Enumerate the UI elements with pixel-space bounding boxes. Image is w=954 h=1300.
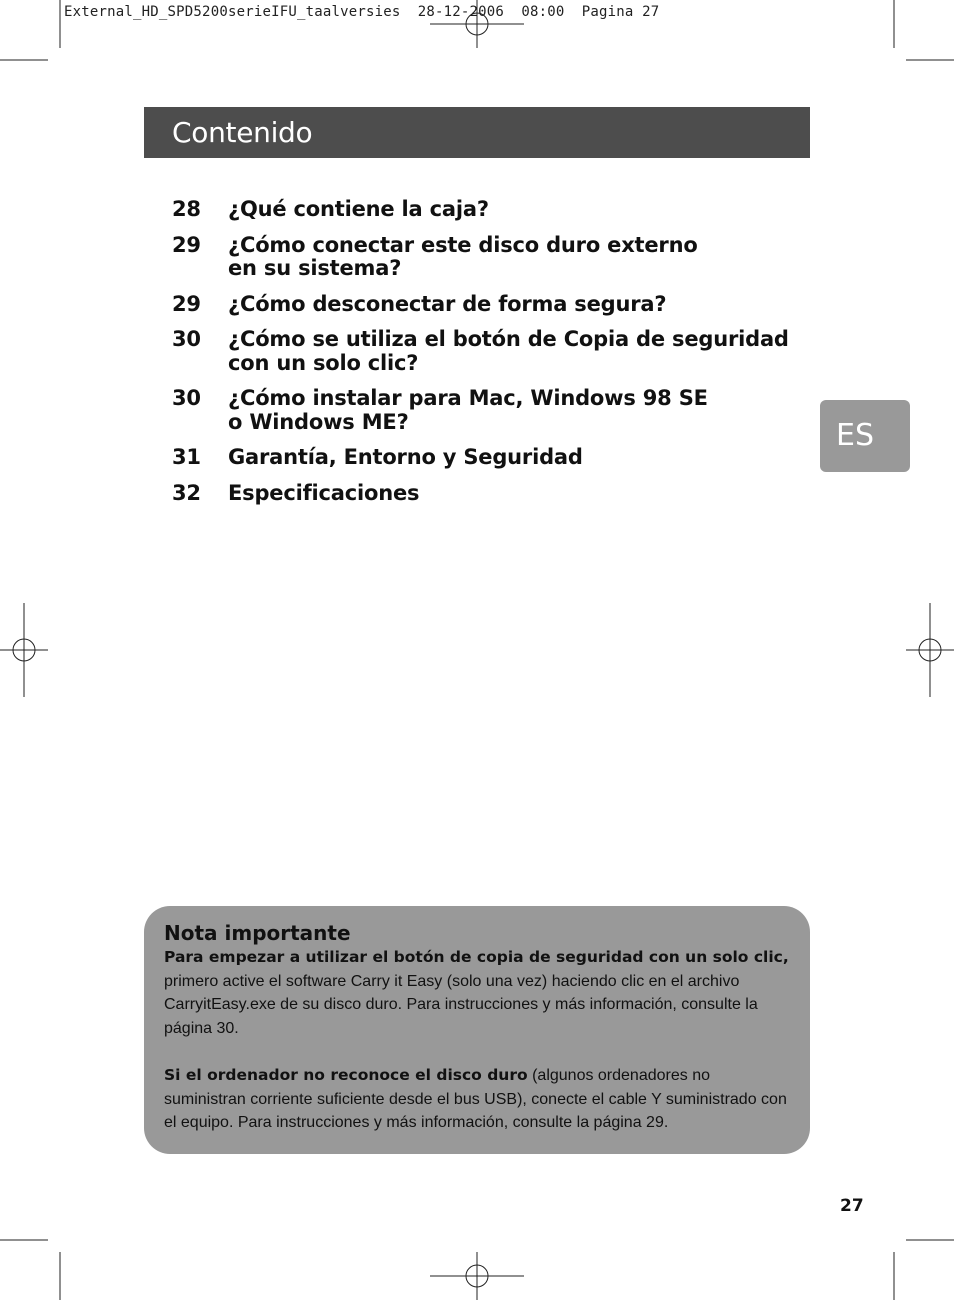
toc-entry-text-line1: ¿Cómo instalar para Mac, Windows 98 SE	[228, 386, 708, 410]
note-paragraph-2-bold: Si el ordenador no reconoce el disco duro	[164, 1066, 528, 1084]
toc-entry-text: ¿Cómo desconectar de forma segura?	[228, 291, 667, 316]
toc-page-number: 29	[172, 232, 201, 257]
toc-item[interactable]	[172, 387, 832, 434]
toc-item[interactable]	[172, 482, 832, 506]
note-paragraph-2-text: (algunos ordenadores no suministran corriente suficiente desde el bus USB), conecte el cable Y suministrado con el equipo. Para instrucciones y más información, consulte la página 29.	[164, 1067, 787, 1131]
toc-entry-text: Garantía, Entorno y Seguridad	[228, 445, 583, 469]
note-paragraph-1-bold: Para empezar a utilizar el botón de copia de seguridad con un solo clic,	[164, 948, 789, 966]
contents-title-bar	[144, 107, 810, 158]
note-paragraph-2	[164, 1064, 792, 1135]
toc-entry-text: ¿Qué contiene la caja?	[228, 197, 489, 221]
note-title: Nota importante	[164, 921, 351, 945]
print-slug: External_HD_SPD5200serieIFU_taalversies 28-12-2006 08:00 Pagina 27	[64, 4, 660, 20]
toc-page-number: 28	[172, 197, 201, 221]
toc-entry-text-line1: ¿Cómo se utiliza el botón de Copia de seguridad	[228, 327, 789, 351]
toc-page-number: 29	[172, 291, 201, 316]
language-tab-label: ES	[836, 418, 874, 453]
toc-item[interactable]	[172, 446, 832, 470]
page-number: 27	[840, 1196, 864, 1216]
toc-page-number: 30	[172, 327, 201, 351]
toc-entry-text-line2: o Windows ME?	[228, 409, 409, 434]
note-content	[164, 920, 792, 1135]
toc-entry-text: Especificaciones	[228, 480, 420, 505]
language-tab	[820, 400, 910, 472]
note-paragraph-1	[164, 946, 792, 1040]
page-title: Contenido	[172, 116, 313, 149]
toc-entry-text-line2: en su sistema?	[228, 256, 402, 280]
important-note-box	[144, 906, 810, 1154]
toc-item[interactable]	[172, 234, 832, 281]
note-paragraph-1-text: primero active el software Carry it Easy (solo una vez) haciendo clic en el archivo CarryitEasy.exe de su disco duro. Para instrucciones y más información, consulte la página 30.	[164, 972, 758, 1037]
toc-item[interactable]	[172, 198, 832, 222]
toc-entry-text-line1: ¿Cómo conectar este disco duro externo	[228, 232, 698, 257]
toc-page-number: 31	[172, 445, 201, 469]
toc-page-number: 32	[172, 480, 201, 505]
note-spacer	[164, 1040, 792, 1064]
table-of-contents	[172, 198, 832, 505]
toc-item[interactable]	[172, 293, 832, 317]
toc-page-number: 30	[172, 386, 201, 410]
toc-entry-text-line2: con un solo clic?	[228, 350, 419, 375]
toc-item[interactable]	[172, 328, 832, 375]
